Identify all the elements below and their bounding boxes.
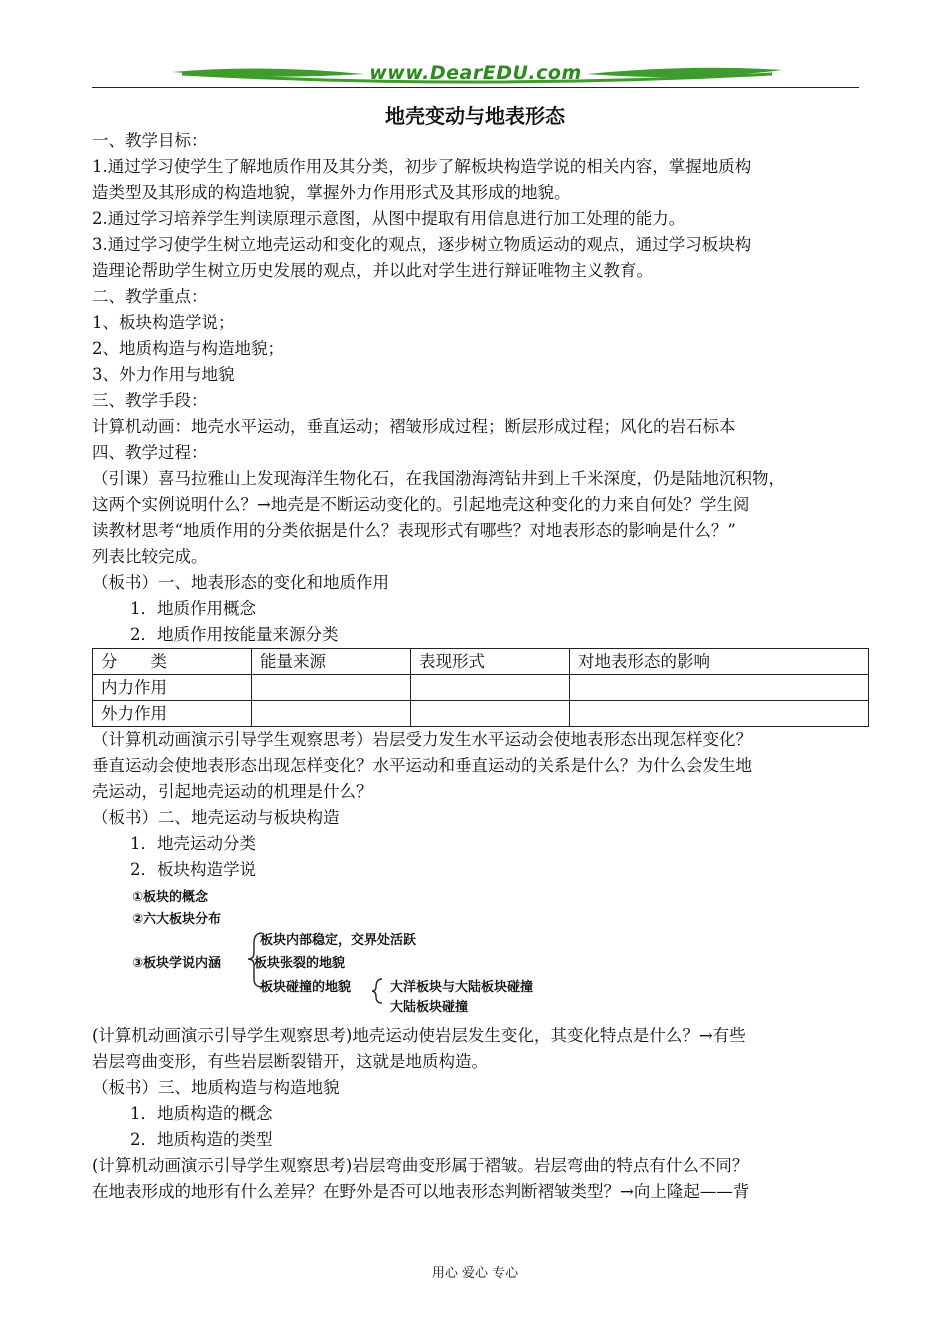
table-cell: 内力作用 [93, 675, 252, 701]
text-line: 3、外力作用与地貌 [92, 365, 235, 384]
text-line: （引课）喜马拉雅山上发现海洋生物化石，在我国渤海湾钻井到上千米深度，仍是陆地沉积物， [92, 469, 785, 488]
indented-line: 1．地质构造的概念 [130, 1104, 273, 1123]
text-line: 造类型及其形成的构造地貌，掌握外力作用形式及其形成的地貌。 [92, 183, 571, 202]
geologic-action-table [92, 648, 869, 727]
text-line: 在地表形成的地形有什么差异？在野外是否可以地表形态判断褶皱类型？→向上隆起——背 [92, 1182, 750, 1201]
text-line: （板书）一、地表形态的变化和地质作用 [92, 573, 389, 592]
text-line: 这两个实例说明什么？→地壳是不断运动变化的。引起地壳这种变化的力来自何处？学生阅 [92, 495, 750, 514]
table-cell [411, 675, 570, 701]
text-line: （板书）二、地壳运动与板块构造 [92, 808, 340, 827]
section-a [92, 128, 872, 648]
text-line: (计算机动画演示引导学生观察思考)地壳运动使岩层发生变化，其变化特点是什么？→有些 [92, 1026, 746, 1045]
section-b [92, 727, 872, 883]
outline-item-2: ②六大板块分布 [132, 912, 222, 927]
text-line: 1、板块构造学说； [92, 313, 235, 332]
indented-line: 2．地质构造的类型 [130, 1130, 273, 1149]
table-header-cell: 分 类 [93, 649, 252, 675]
table-header-row [93, 649, 869, 675]
page-footer: 用心 爱心 专心 [431, 1266, 519, 1281]
text-line: 造理论帮助学生树立历史发展的观点，并以此对学生进行辩证唯物主义教育。 [92, 261, 653, 280]
outline-branch-1: 板块内部稳定，交界处活跃 [260, 933, 417, 948]
indented-line: 2．板块构造学说 [130, 860, 256, 879]
text-line: 三、教学手段： [92, 391, 208, 410]
text-line: 读教材思考“地质作用的分类依据是什么？表现形式有哪些？对地表形态的影响是什么？” [92, 521, 736, 540]
table-header-cell: 能量来源 [252, 649, 411, 675]
table-cell [252, 701, 411, 727]
table-header-cell: 表现形式 [411, 649, 570, 675]
outline-sub-1: 大洋板块与大陆板块碰撞 [390, 980, 534, 995]
section-c [92, 1023, 872, 1205]
text-line: 2、地质构造与构造地貌； [92, 339, 284, 358]
table-cell [411, 701, 570, 727]
text-line: 一、教学目标： [92, 131, 208, 150]
table-header-cell: 对地表形态的影响 [570, 649, 869, 675]
text-line: 二、教学重点： [92, 287, 208, 306]
table-row [93, 701, 869, 727]
outline-item-1: ①板块的概念 [132, 890, 209, 905]
indented-line: 2．地质作用按能量来源分类 [130, 625, 339, 644]
table-cell [570, 675, 869, 701]
document-body [92, 128, 872, 1205]
outline-branch-2: 板块张裂的地貌 [254, 956, 346, 971]
text-line: 列表比较完成。 [92, 547, 208, 566]
table-cell: 外力作用 [93, 701, 252, 727]
table-cell [570, 701, 869, 727]
page-title: 地壳变动与地表形态 [385, 104, 565, 128]
text-line: (计算机动画演示引导学生观察思考)岩层弯曲变形属于褶皱。岩层弯曲的特点有什么不同？ [92, 1156, 749, 1175]
text-line: 壳运动，引起地壳运动的机理是什么？ [92, 782, 373, 801]
text-line: （计算机动画演示引导学生观察思考）岩层受力发生水平运动会使地表形态出现怎样变化？ [92, 730, 752, 749]
outline-item-3: ③板块学说内涵 [132, 956, 222, 971]
text-line: 岩层弯曲变形，有些岩层断裂错开，这就是地质构造。 [92, 1052, 488, 1071]
text-line: （板书）三、地质构造与构造地貌 [92, 1078, 340, 1097]
text-line: 四、教学过程： [92, 443, 208, 462]
plate-tectonics-outline [92, 883, 872, 1023]
site-url[interactable]: www.DearEDU.com [369, 62, 582, 84]
outline-branch-3: 板块碰撞的地貌 [260, 980, 352, 995]
indented-line: 1．地壳运动分类 [130, 834, 256, 853]
text-line: 3.通过学习使学生树立地壳运动和变化的观点，逐步树立物质运动的观点，通过学习板块构 [92, 235, 752, 254]
indented-line: 1．地质作用概念 [130, 599, 256, 618]
text-line: 1.通过学习使学生了解地质作用及其分类，初步了解板块构造学说的相关内容，掌握地质构 [92, 157, 752, 176]
header-rule [92, 87, 859, 88]
table-cell [252, 675, 411, 701]
table-row [93, 675, 869, 701]
outline-sub-2: 大陆板块碰撞 [390, 1000, 469, 1015]
text-line: 垂直运动会使地表形态出现怎样变化？水平运动和垂直运动的关系是什么？为什么会发生地 [92, 756, 752, 775]
text-line: 2.通过学习培养学生判读原理示意图，从图中提取有用信息进行加工处理的能力。 [92, 209, 686, 228]
text-line: 计算机动画：地壳水平运动，垂直运动；褶皱形成过程；断层形成过程；风化的岩石标本 [92, 417, 736, 436]
